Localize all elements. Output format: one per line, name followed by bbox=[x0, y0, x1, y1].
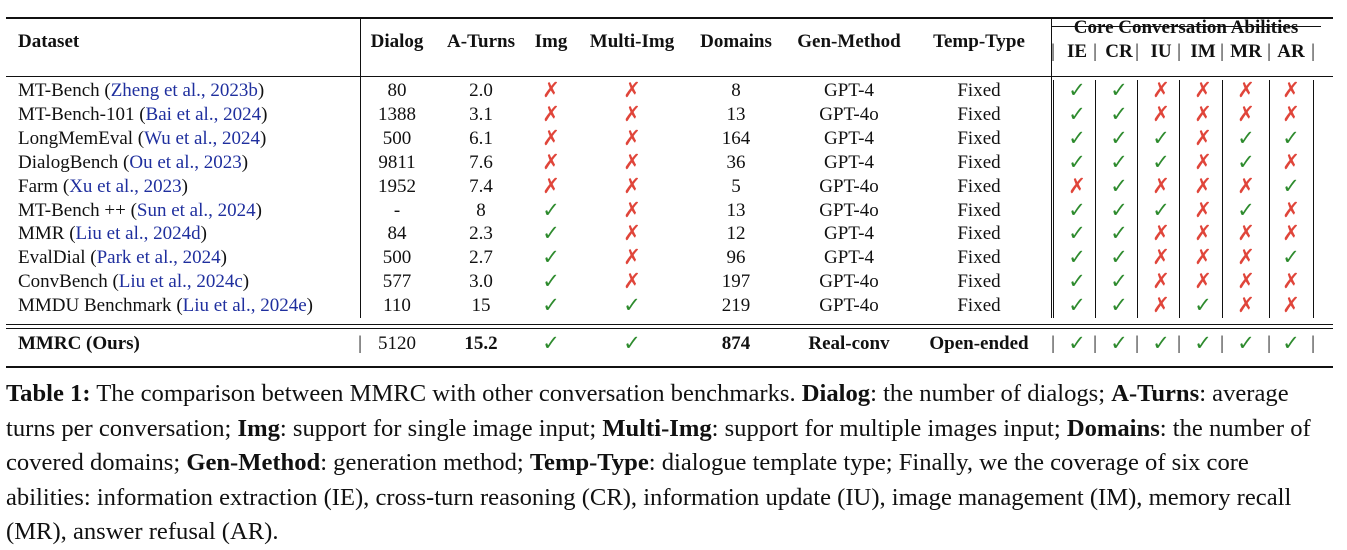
header-ability-iu: IU bbox=[1150, 41, 1172, 62]
citation-link[interactable]: Xu et al., 2023 bbox=[69, 175, 182, 197]
domain-count: 13 bbox=[726, 103, 746, 125]
ability-mark-iu: ✓ bbox=[1152, 149, 1170, 174]
ability-mark-cr: ✓ bbox=[1110, 245, 1128, 270]
img-support-mark: ✗ bbox=[542, 78, 560, 102]
ability-mark-cr: ✓ bbox=[1110, 101, 1128, 126]
temp-type: Fixed bbox=[957, 175, 1001, 197]
ability-mark-iu: ✓ bbox=[1152, 197, 1170, 222]
gen-method: GPT-4o bbox=[819, 175, 879, 197]
temp-type: Fixed bbox=[957, 80, 1001, 101]
ability-mark-mr: ✗ bbox=[1237, 101, 1255, 126]
domain-count: 164 bbox=[721, 127, 751, 149]
citation-link[interactable]: Wu et al., 2024 bbox=[144, 127, 260, 149]
caption-def-temp-type: : dialogue template type; Finally, we the coverage of six core abilities: information extraction (IE), cross-turn reasoning (CR), information update (IU), image management (IM), memory recall (MR), answer refusal (AR). bbox=[6, 449, 1292, 545]
ability-mark-ar: ✗ bbox=[1282, 78, 1300, 102]
gen-method: GPT-4o bbox=[819, 271, 879, 293]
dataset-name: EvalDial bbox=[18, 247, 86, 269]
dialog-count: 110 bbox=[383, 295, 411, 317]
ability-mark-mr: ✗ bbox=[1237, 173, 1255, 198]
temp-type: Fixed bbox=[957, 223, 1001, 245]
ability-mark-im: ✗ bbox=[1194, 269, 1212, 294]
table-caption bbox=[6, 377, 1336, 550]
ours-ability-pipe: | bbox=[1220, 333, 1224, 354]
header-dialog: Dialog bbox=[370, 31, 424, 52]
citation-link[interactable]: Zheng et al., 2023b bbox=[110, 80, 258, 101]
avg-turns: 3.0 bbox=[469, 271, 493, 293]
ability-mark-ie: ✗ bbox=[1068, 173, 1086, 198]
ability-mark-im: ✓ bbox=[1194, 293, 1212, 318]
header-rule bbox=[6, 76, 1333, 77]
ability-mark-mr: ✗ bbox=[1237, 221, 1255, 246]
ability-mark-im: ✗ bbox=[1194, 173, 1212, 198]
img-support-mark: ✓ bbox=[542, 221, 560, 246]
temp-type: Fixed bbox=[957, 199, 1001, 221]
citation-link[interactable]: Sun et al., 2024 bbox=[136, 199, 256, 221]
ability-mark-ar: ✗ bbox=[1282, 293, 1300, 318]
img-support-mark: ✗ bbox=[542, 101, 560, 126]
avg-turns: 2.7 bbox=[469, 247, 493, 269]
header-gen-method: Gen-Method bbox=[797, 31, 901, 52]
dataset-name-cell: ConvBench (Liu et al., 2024c) bbox=[18, 271, 250, 293]
dataset-name-cell: MMR (Liu et al., 2024d) bbox=[18, 223, 207, 245]
gen-method: GPT-4 bbox=[824, 247, 874, 269]
gen-method: GPT-4 bbox=[824, 127, 874, 149]
img-support-mark: ✓ bbox=[542, 245, 560, 270]
ability-mark-cr: ✓ bbox=[1110, 293, 1128, 318]
ability-mark-ar: ✗ bbox=[1282, 101, 1300, 126]
header-core-abilities: Core Conversation Abilities bbox=[1073, 17, 1299, 38]
img-support-mark: ✓ bbox=[542, 293, 560, 318]
ability-column-divider bbox=[1179, 80, 1180, 318]
caption-label: Table 1: bbox=[6, 380, 91, 407]
ours-ability-mark-iu: ✓ bbox=[1152, 331, 1170, 355]
domain-count: 219 bbox=[721, 295, 751, 317]
header-ability-mr: MR bbox=[1230, 41, 1262, 62]
header-ability-im: IM bbox=[1190, 41, 1216, 62]
dialog-count: 500 bbox=[382, 247, 412, 269]
ability-mark-mr: ✗ bbox=[1237, 293, 1255, 318]
domain-count: 8 bbox=[731, 80, 741, 101]
ability-mark-im: ✗ bbox=[1194, 78, 1212, 102]
dialog-count: 84 bbox=[387, 223, 407, 245]
dialog-count: 80 bbox=[387, 80, 407, 101]
domain-count: 12 bbox=[726, 223, 746, 245]
dataset-name-cell: MT-Bench-101 (Bai et al., 2024) bbox=[18, 103, 268, 125]
ability-mark-cr: ✓ bbox=[1110, 78, 1128, 102]
header-pipe: | bbox=[1093, 41, 1097, 62]
multi-img-support-mark: ✗ bbox=[623, 245, 641, 270]
caption-term-temp-type: Temp-Type bbox=[529, 449, 649, 476]
ours-multi-img-support-mark: ✓ bbox=[623, 331, 641, 355]
ability-mark-ar: ✗ bbox=[1282, 149, 1300, 174]
citation-link[interactable]: Liu et al., 2024c bbox=[118, 271, 243, 293]
avg-turns: 2.3 bbox=[469, 223, 493, 245]
ours-img-support-mark: ✓ bbox=[542, 331, 560, 355]
multi-img-support-mark: ✗ bbox=[623, 173, 641, 198]
ours-ability-pipe: | bbox=[1177, 333, 1181, 354]
header-pipe: | bbox=[1135, 41, 1139, 62]
ability-mark-mr: ✗ bbox=[1237, 245, 1255, 270]
multi-img-support-mark: ✗ bbox=[623, 125, 641, 150]
temp-type: Fixed bbox=[957, 295, 1001, 317]
ours-ability-pipe: | bbox=[1311, 333, 1315, 354]
dataset-name-cell: MT-Bench (Zheng et al., 2023b) bbox=[18, 80, 265, 101]
header-ability-cr: CR bbox=[1105, 41, 1133, 62]
dataset-name: MT-Bench-101 bbox=[18, 103, 135, 125]
ability-mark-ie: ✓ bbox=[1068, 221, 1086, 246]
citation-link[interactable]: Park et al., 2024 bbox=[96, 247, 221, 269]
ability-mark-im: ✗ bbox=[1194, 125, 1212, 150]
ability-mark-cr: ✓ bbox=[1110, 149, 1128, 174]
caption-def-gen-method: : generation method; bbox=[320, 449, 524, 476]
ability-mark-mr: ✓ bbox=[1237, 125, 1255, 150]
ability-mark-iu: ✗ bbox=[1152, 269, 1170, 294]
caption-def-multi-img: : support for multiple images input; bbox=[711, 414, 1061, 442]
ability-mark-im: ✗ bbox=[1194, 149, 1212, 174]
domain-count: 96 bbox=[726, 247, 746, 269]
ability-mark-iu: ✗ bbox=[1152, 245, 1170, 270]
dialog-count: 9811 bbox=[378, 151, 416, 173]
bottom-rule bbox=[6, 366, 1333, 368]
ability-mark-ie: ✓ bbox=[1068, 125, 1086, 150]
header-pipe: | bbox=[1177, 41, 1181, 62]
ability-column-divider bbox=[1137, 80, 1138, 318]
header-dataset: Dataset bbox=[18, 31, 80, 52]
ours-rule-2 bbox=[6, 328, 1333, 329]
domain-count: 36 bbox=[726, 151, 746, 173]
avg-turns: 2.0 bbox=[469, 80, 493, 101]
dataset-name-cell: Farm (Xu et al., 2023) bbox=[18, 175, 188, 197]
dialog-count: - bbox=[393, 199, 401, 221]
ability-mark-ie: ✓ bbox=[1068, 149, 1086, 174]
ability-column-divider bbox=[1222, 80, 1223, 318]
header-pipe: | bbox=[1267, 41, 1271, 62]
ability-mark-ie: ✓ bbox=[1068, 293, 1086, 318]
citation-link[interactable]: Ou et al., 2023 bbox=[129, 151, 242, 173]
caption-term-gen-method: Gen-Method bbox=[186, 449, 321, 476]
ability-mark-ie: ✓ bbox=[1068, 101, 1086, 126]
header-temp-type: Temp-Type bbox=[933, 31, 1025, 52]
ours-ability-pipe: | bbox=[1093, 333, 1097, 354]
ability-mark-cr: ✓ bbox=[1110, 197, 1128, 222]
ours-ability-mark-ar: ✓ bbox=[1282, 331, 1300, 355]
ours-dialog-count: 5120 bbox=[378, 333, 416, 354]
multi-img-support-mark: ✗ bbox=[623, 269, 641, 294]
ability-mark-ar: ✗ bbox=[1282, 269, 1300, 294]
ability-mark-cr: ✓ bbox=[1110, 173, 1128, 198]
ability-mark-ar: ✓ bbox=[1282, 173, 1300, 198]
ability-mark-iu: ✓ bbox=[1152, 125, 1170, 150]
ability-mark-ar: ✗ bbox=[1282, 197, 1300, 222]
header-ability-ie: IE bbox=[1066, 41, 1088, 62]
dataset-name: MT-Bench ++ bbox=[18, 199, 126, 221]
domain-count: 5 bbox=[731, 175, 741, 197]
header-multi-img: Multi-Img bbox=[589, 31, 675, 52]
ability-edge-divider bbox=[1313, 80, 1314, 318]
img-support-mark: ✓ bbox=[542, 197, 560, 222]
ability-mark-ar: ✓ bbox=[1282, 125, 1300, 150]
caption-term-multi-img: Multi-Img bbox=[602, 414, 712, 442]
citation-link[interactable]: Liu et al., 2024d bbox=[75, 223, 201, 245]
ability-mark-im: ✗ bbox=[1194, 197, 1212, 222]
img-support-mark: ✓ bbox=[542, 269, 560, 294]
multi-img-support-mark: ✗ bbox=[623, 197, 641, 222]
ability-mark-mr: ✗ bbox=[1237, 269, 1255, 294]
ability-mark-im: ✗ bbox=[1194, 245, 1212, 270]
caption-def-domains: : the number of covered domains; bbox=[6, 414, 1311, 476]
multi-img-support-mark: ✗ bbox=[623, 149, 641, 174]
dataset-name: LongMemEval bbox=[18, 127, 134, 149]
ability-mark-iu: ✗ bbox=[1152, 221, 1170, 246]
avg-turns: 8 bbox=[476, 199, 486, 221]
ability-mark-ar: ✓ bbox=[1282, 245, 1300, 270]
header-ability-ar: AR bbox=[1277, 41, 1305, 62]
dataset-name: MMDU Benchmark bbox=[18, 295, 172, 317]
header-pipe: | bbox=[1051, 41, 1055, 62]
ability-column-divider bbox=[1095, 80, 1096, 318]
ours-ability-mark-im: ✓ bbox=[1194, 331, 1212, 355]
ability-mark-mr: ✓ bbox=[1237, 149, 1255, 174]
dialog-count: 500 bbox=[382, 127, 412, 149]
avg-turns: 7.4 bbox=[469, 175, 493, 197]
avg-turns: 7.6 bbox=[469, 151, 493, 173]
ability-mark-ar: ✗ bbox=[1282, 221, 1300, 246]
gen-method: GPT-4o bbox=[819, 295, 879, 317]
ability-edge-divider bbox=[1053, 80, 1054, 318]
caption-intro: The comparison between MMRC with other conversation benchmarks. bbox=[96, 380, 796, 407]
ability-mark-ie: ✓ bbox=[1068, 245, 1086, 270]
domain-count: 13 bbox=[726, 199, 746, 221]
ours-dataset-name: MMRC (Ours) bbox=[18, 333, 140, 354]
dialog-count: 1388 bbox=[378, 103, 416, 125]
citation-link[interactable]: Bai et al., 2024 bbox=[145, 103, 262, 125]
gen-method: GPT-4o bbox=[819, 199, 879, 221]
header-pipe: | bbox=[1220, 41, 1224, 62]
ours-rule-1 bbox=[6, 324, 1333, 325]
dataset-name: ConvBench bbox=[18, 271, 108, 293]
ability-mark-im: ✗ bbox=[1194, 101, 1212, 126]
ours-pipe: | bbox=[358, 333, 362, 354]
ours-ability-pipe: | bbox=[1051, 333, 1055, 354]
ours-ability-mark-ie: ✓ bbox=[1068, 331, 1086, 355]
gen-method: GPT-4 bbox=[824, 151, 874, 173]
temp-type: Fixed bbox=[957, 103, 1001, 125]
temp-type: Fixed bbox=[957, 151, 1001, 173]
img-support-mark: ✗ bbox=[542, 125, 560, 150]
caption-def-a-turns: : average turns per conversation; bbox=[6, 380, 1289, 442]
ours-ability-pipe: | bbox=[1267, 333, 1271, 354]
ability-mark-mr: ✗ bbox=[1237, 78, 1255, 102]
caption-term-a-turns: A-Turns bbox=[1111, 380, 1200, 407]
caption-term-img: Img bbox=[237, 414, 280, 442]
domain-count: 197 bbox=[721, 271, 751, 293]
header-domains: Domains bbox=[700, 31, 772, 52]
multi-img-support-mark: ✗ bbox=[623, 221, 641, 246]
ours-temp-type: Open-ended bbox=[929, 333, 1029, 354]
gen-method: GPT-4o bbox=[819, 103, 879, 125]
ours-ability-pipe: | bbox=[1135, 333, 1139, 354]
caption-def-img: : support for single image input; bbox=[279, 414, 597, 442]
ours-gen-method: Real-conv bbox=[808, 333, 890, 354]
ability-mark-mr: ✓ bbox=[1237, 197, 1255, 222]
img-support-mark: ✗ bbox=[542, 149, 560, 174]
ability-mark-im: ✗ bbox=[1194, 221, 1212, 246]
dataset-name-cell: MT-Bench ++ (Sun et al., 2024) bbox=[18, 199, 262, 221]
ability-mark-ie: ✓ bbox=[1068, 78, 1086, 102]
dataset-name-cell: DialogBench (Ou et al., 2023) bbox=[18, 151, 249, 173]
dataset-name: MMR bbox=[18, 223, 65, 245]
caption-def-dialog: : the number of dialogs; bbox=[870, 380, 1106, 407]
citation-link[interactable]: Liu et al., 2024e bbox=[182, 295, 307, 317]
ours-domain-count: 874 bbox=[721, 333, 751, 354]
ours-avg-turns: 15.2 bbox=[464, 333, 498, 354]
ability-mark-iu: ✗ bbox=[1152, 78, 1170, 102]
ours-ability-mark-cr: ✓ bbox=[1110, 331, 1128, 355]
avg-turns: 15 bbox=[471, 295, 491, 317]
dataset-name: Farm bbox=[18, 175, 59, 197]
temp-type: Fixed bbox=[957, 247, 1001, 269]
dataset-name: DialogBench bbox=[18, 151, 119, 173]
header-pipe: | bbox=[1311, 41, 1315, 62]
ours-ability-mark-mr: ✓ bbox=[1237, 331, 1255, 355]
ability-column-divider bbox=[1269, 80, 1270, 318]
temp-type: Fixed bbox=[957, 271, 1001, 293]
ability-mark-ie: ✓ bbox=[1068, 197, 1086, 222]
img-support-mark: ✗ bbox=[542, 173, 560, 198]
dataset-divider bbox=[360, 18, 361, 318]
ability-mark-iu: ✗ bbox=[1152, 101, 1170, 126]
dialog-count: 1952 bbox=[378, 175, 416, 197]
avg-turns: 6.1 bbox=[469, 127, 493, 149]
ability-mark-ie: ✓ bbox=[1068, 269, 1086, 294]
dataset-name-cell: MMDU Benchmark (Liu et al., 2024e) bbox=[18, 295, 313, 317]
avg-turns: 3.1 bbox=[469, 103, 493, 125]
caption-term-domains: Domains bbox=[1066, 414, 1160, 442]
multi-img-support-mark: ✗ bbox=[623, 101, 641, 126]
dataset-name-cell: EvalDial (Park et al., 2024) bbox=[18, 247, 227, 269]
ability-mark-iu: ✗ bbox=[1152, 173, 1170, 198]
temp-type: Fixed bbox=[957, 127, 1001, 149]
multi-img-support-mark: ✗ bbox=[623, 78, 641, 102]
dialog-count: 577 bbox=[382, 271, 412, 293]
header-a-turns: A-Turns bbox=[447, 31, 515, 52]
multi-img-support-mark: ✓ bbox=[623, 293, 641, 318]
caption-term-dialog: Dialog bbox=[801, 380, 871, 407]
ability-mark-cr: ✓ bbox=[1110, 221, 1128, 246]
dataset-name: MT-Bench bbox=[18, 80, 100, 101]
gen-method: GPT-4 bbox=[824, 223, 874, 245]
ability-mark-iu: ✗ bbox=[1152, 293, 1170, 318]
header-img: Img bbox=[534, 31, 568, 52]
ability-mark-cr: ✓ bbox=[1110, 269, 1128, 294]
dataset-name-cell: LongMemEval (Wu et al., 2024) bbox=[18, 127, 267, 149]
gen-method: GPT-4 bbox=[824, 80, 874, 101]
ability-mark-cr: ✓ bbox=[1110, 125, 1128, 150]
